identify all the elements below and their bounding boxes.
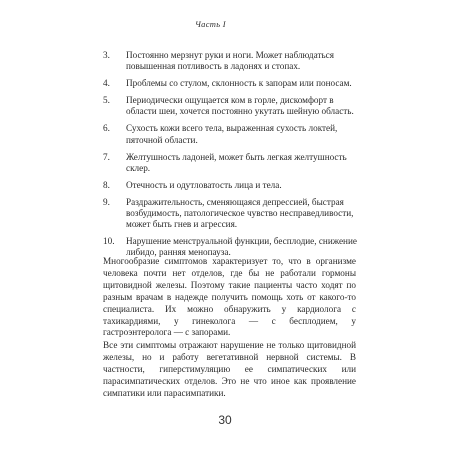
- list-item: [103, 197, 358, 230]
- symptom-list: [103, 50, 358, 264]
- list-item-number: 7.: [103, 151, 110, 162]
- body-paragraph: Все эти симптомы отражают нарушение не только щитовидной железы, но и работу вегетативной нервной системы. В частности, гиперстимуляцию ее симпатических или парасимпатических отделов. Это не что иное как проявление симпатики или парасимпатики.: [103, 340, 356, 398]
- running-header: Часть I: [195, 19, 226, 29]
- page-number: 30: [218, 413, 232, 427]
- list-item: [103, 123, 358, 145]
- list-item-text: Периодически ощущается ком в горле, дискомфорт в области шеи, хочется постоянно укутать шейную область.: [126, 95, 354, 117]
- list-item-number: 8.: [103, 179, 110, 190]
- list-item: [103, 95, 358, 117]
- list-item-text: Постоянно мерзнут руки и ноги. Может наблюдаться повышенная потливость в ладонях и стопах.: [126, 50, 334, 72]
- list-item-text: Раздражительность, сменяющаяся депрессией, быстрая возбудимость, патологическое чувство несправедливости, может быть гнев и агрессия.: [126, 196, 354, 230]
- list-item: [103, 152, 358, 174]
- list-item-number: 10.: [103, 236, 115, 247]
- list-item: [103, 50, 358, 72]
- list-item-text: Проблемы со стулом, склонность к запорам или поносам.: [126, 78, 352, 89]
- list-item-number: 5.: [103, 95, 110, 106]
- list-item-text: Нарушение менструальной функции, бесплодие, снижение либидо, ранняя менопауза.: [126, 236, 357, 258]
- list-item-text: Отечность и одутловатость лица и тела.: [126, 179, 282, 190]
- list-item-text: Сухость кожи всего тела, выраженная сухость локтей, пяточной области.: [126, 123, 338, 145]
- list-item-number: 9.: [103, 196, 110, 207]
- list-item-number: 6.: [103, 123, 110, 134]
- list-item-text: Желтушность ладоней, может быть легкая желтушность склер.: [126, 151, 347, 173]
- list-item: [103, 78, 358, 89]
- list-item-number: 4.: [103, 78, 110, 89]
- list-item-number: 3.: [103, 50, 110, 60]
- list-item: [103, 180, 358, 191]
- body-paragraph: Многообразие симптомов характеризует то, что в организме человека почти нет отделов, где бы не работали гормоны щитовидной железы. Поэтому такие пациенты часто ходят по разным врачам в надежде получить помощь хоть от какого-то специалиста. Их можно обнаружить у кардиолога с тахикардиями, у гинеколога — с бесплодием, у гастроэнтеролога — с запорами.: [103, 256, 356, 338]
